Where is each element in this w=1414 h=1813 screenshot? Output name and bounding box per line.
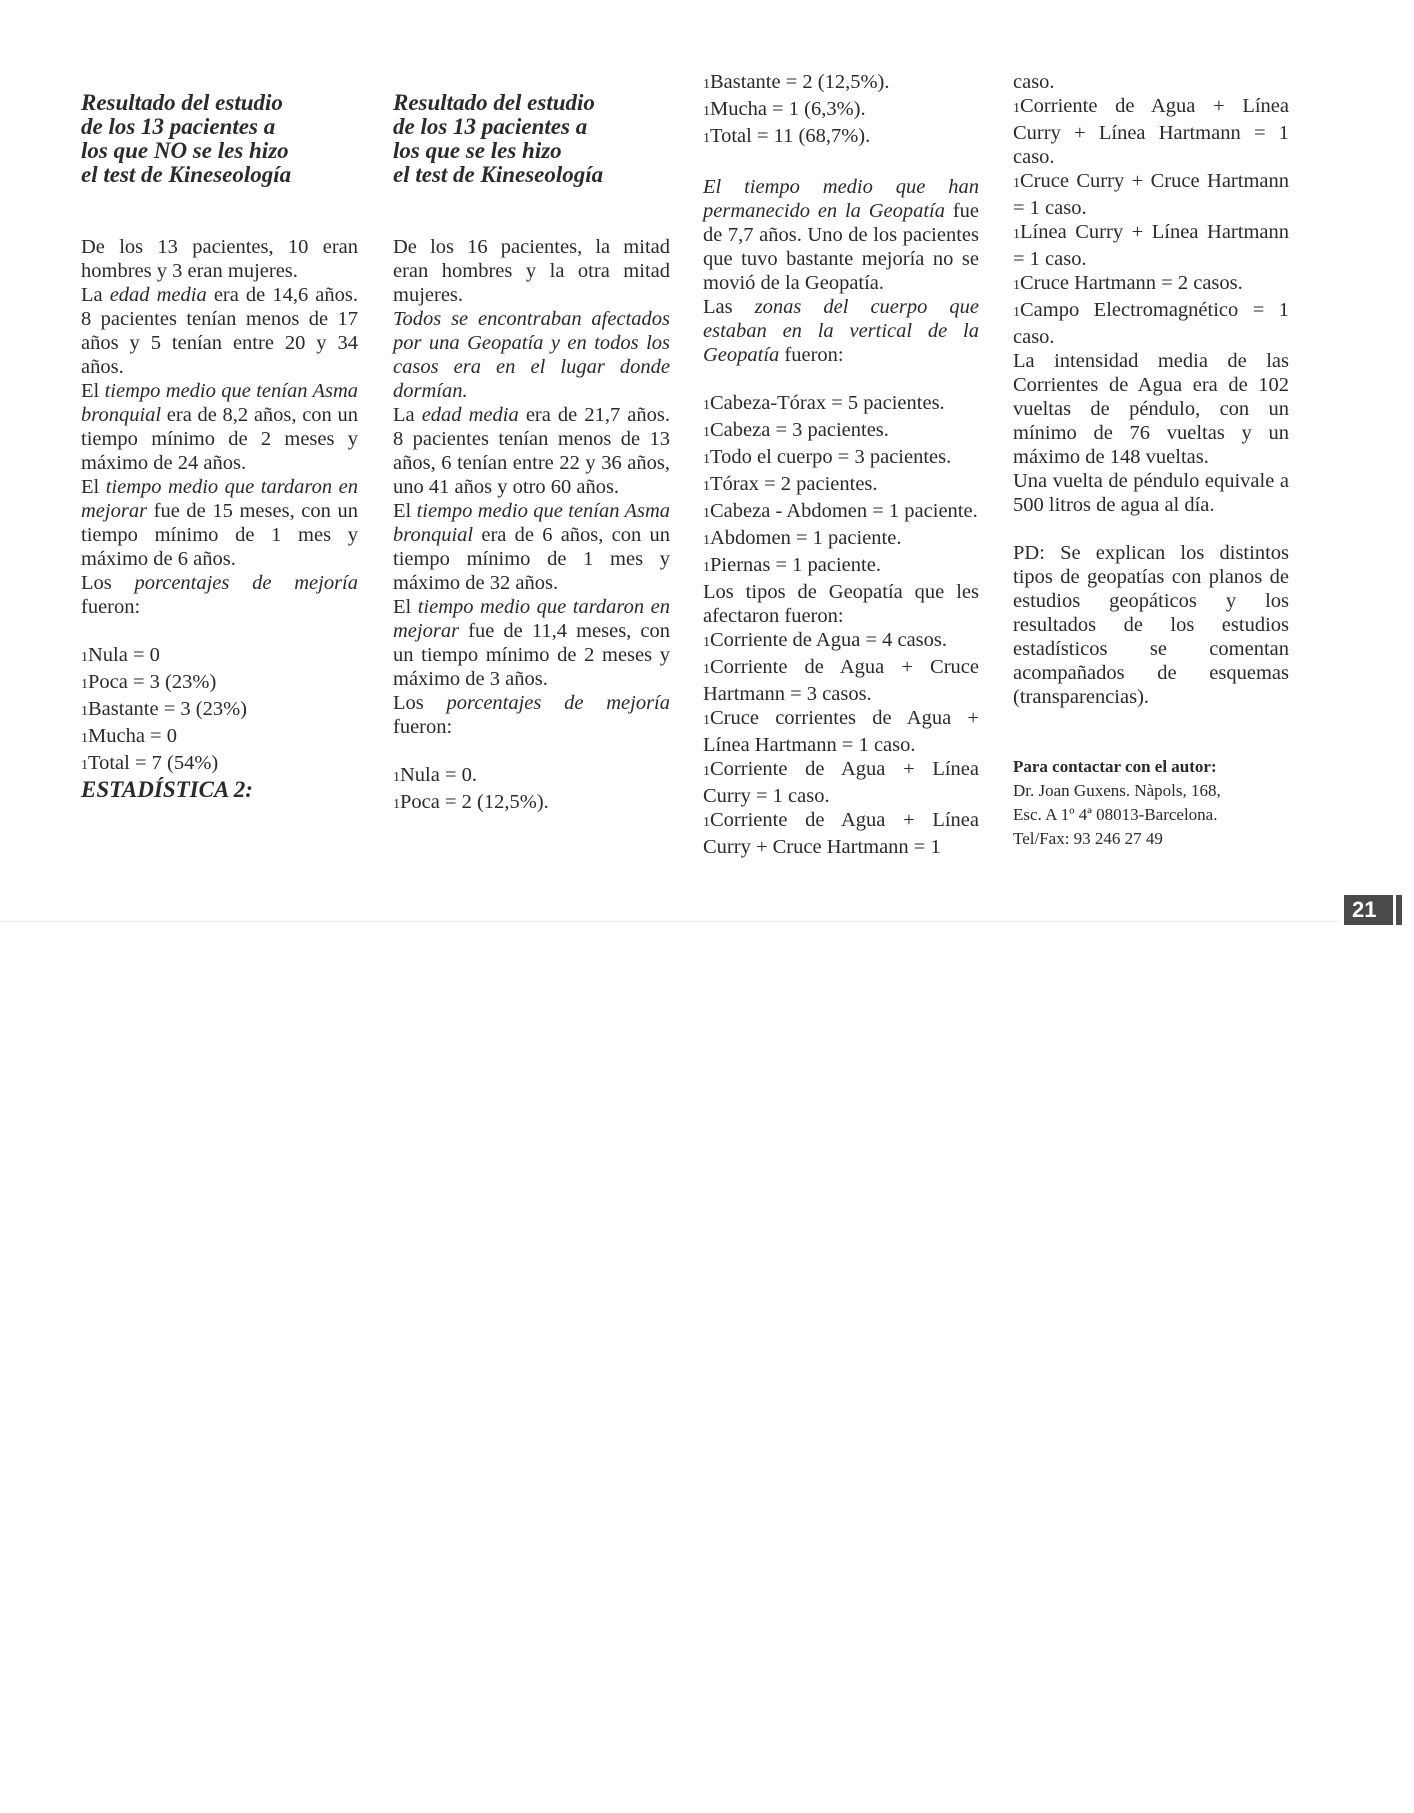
geopathy-types-list-continued bbox=[1013, 94, 1289, 349]
page-number: 21 bbox=[1344, 895, 1402, 925]
paragraph: El tiempo medio que han permanecido en la Geopatía fue de 7,7 años. Uno de los pacientes que tuvo bastante mejoría no se movió de la Geopatía. bbox=[703, 176, 979, 294]
column-2 bbox=[393, 0, 670, 817]
list-item: 1Tórax = 2 pacientes. bbox=[703, 473, 878, 495]
paragraph: La edad media era de 21,7 años. 8 pacientes tenían menos de 13 años, 6 tenían entre 22 y 36 años, uno 41 años y otro 60 años. bbox=[393, 404, 670, 498]
section-title-no-test: Resultado del estudio de los 13 pacientes a los que NO se les hizo el test de Kineseología bbox=[81, 90, 292, 187]
contact-address bbox=[1013, 779, 1289, 851]
list-item: 1Total = 11 (68,7%). bbox=[703, 125, 871, 147]
column-4 bbox=[1013, 0, 1289, 851]
improvement-list bbox=[393, 763, 670, 817]
list-item: 1Nula = 0. bbox=[393, 764, 478, 786]
list-item: 1Piernas = 1 paciente. bbox=[703, 554, 881, 576]
list-item: 1Corriente de Agua = 4 casos. bbox=[703, 629, 948, 651]
list-item: 1Cabeza-Tórax = 5 pacientes. bbox=[703, 392, 945, 414]
list-item: 1Línea Curry + Línea Hartmann = 1 caso. bbox=[1013, 221, 1289, 270]
statistics-heading: ESTADÍSTICA 2: bbox=[81, 777, 253, 802]
paragraph: El tiempo medio que tardaron en mejorar fue de 11,4 meses, con un tiempo mínimo de 2 meses y máximo de 3 años. bbox=[393, 596, 670, 690]
list-item: 1Campo Electromagnético = 1 caso. bbox=[1013, 299, 1289, 348]
list-item: 1Nula = 0 bbox=[81, 644, 160, 666]
paragraph: Las zonas del cuerpo que estaban en la vertical de la Geopatía fueron: bbox=[703, 296, 979, 366]
paragraph: Una vuelta de péndulo equivale a 500 litros de agua al día. bbox=[1013, 470, 1289, 516]
paragraph: Los tipos de Geopatía que les afectaron fueron: bbox=[703, 581, 979, 627]
list-item: 1Cabeza - Abdomen = 1 paciente. bbox=[703, 500, 978, 522]
paragraph: La intensidad media de las Corrientes de Agua era de 102 vueltas de péndulo, con un mínimo de 76 vueltas y un máximo de 148 vueltas. bbox=[1013, 350, 1289, 468]
list-item: 1Cruce corrientes de Agua + Línea Hartmann = 1 caso. bbox=[703, 707, 979, 756]
paragraph: El tiempo medio que tenían Asma bronquial era de 8,2 años, con un tiempo mínimo de 2 meses y máximo de 24 años. bbox=[81, 380, 358, 474]
paragraph: Los porcentajes de mejoría fueron: bbox=[81, 572, 358, 618]
paragraph: El tiempo medio que tenían Asma bronquial era de 6 años, con un tiempo mínimo de 1 mes y máximo de 32 años. bbox=[393, 500, 670, 594]
column-3 bbox=[703, 0, 979, 859]
list-continuation: caso. bbox=[1013, 71, 1055, 93]
list-item: 1Poca = 3 (23%) bbox=[81, 671, 217, 693]
paragraph: De los 16 pacientes, la mitad eran hombres y la otra mitad mujeres. bbox=[393, 236, 670, 306]
paragraph: Todos se encontraban afectados por una Geopatía y en todos los casos era en el lugar donde dormían. bbox=[393, 308, 670, 402]
list-item: 1Corriente de Agua + Línea Curry + Línea Hartmann = 1 caso. bbox=[1013, 95, 1289, 168]
contact-heading: Para contactar con el autor: bbox=[1013, 757, 1217, 776]
body-zones-list bbox=[703, 391, 979, 580]
paragraph: La edad media era de 14,6 años. 8 pacientes tenían menos de 17 años y 5 tenían entre 20 y 34 años. bbox=[81, 284, 358, 378]
list-item: 1Corriente de Agua + Línea Curry + Cruce Hartmann = 1 bbox=[703, 809, 979, 858]
list-item: 1Bastante = 2 (12,5%). bbox=[703, 71, 890, 93]
list-item: 1Cabeza = 3 pacientes. bbox=[703, 419, 889, 441]
paragraph: Los porcentajes de mejoría fueron: bbox=[393, 692, 670, 738]
list-item: 1Bastante = 3 (23%) bbox=[81, 698, 248, 720]
page-divider bbox=[0, 921, 1340, 922]
list-item: 1Mucha = 1 (6,3%). bbox=[703, 98, 866, 120]
list-item: 1Corriente de Agua + Línea Curry = 1 caso. bbox=[703, 758, 979, 807]
improvement-list bbox=[81, 643, 358, 778]
contact-line: Esc. A 1º 4ª 08013-Barcelona. bbox=[1013, 805, 1218, 824]
list-item: 1Abdomen = 1 paciente. bbox=[703, 527, 902, 549]
list-item: 1Cruce Curry + Cruce Hartmann = 1 caso. bbox=[1013, 170, 1289, 219]
geopathy-types-list bbox=[703, 628, 979, 859]
postscript: PD: Se explican los distintos tipos de geopatías con planos de estudios geopáticos y los resultados de los estudios estadísticos se comentan acompañados de esquemas (transparencias). bbox=[1013, 542, 1289, 708]
contact-line: Dr. Joan Guxens. Nàpols, 168, bbox=[1013, 781, 1221, 800]
list-item: 1Mucha = 0 bbox=[81, 725, 177, 747]
contact-line: Tel/Fax: 93 246 27 49 bbox=[1013, 829, 1163, 848]
list-item: 1Cruce Hartmann = 2 casos. bbox=[1013, 272, 1243, 294]
paragraph: De los 13 pacientes, 10 eran hombres y 3 eran mujeres. bbox=[81, 236, 358, 282]
list-item: 1Corriente de Agua + Cruce Hartmann = 3 casos. bbox=[703, 656, 979, 705]
section-title-test: Resultado del estudio de los 13 pacientes a los que se les hizo el test de Kineseología bbox=[393, 90, 604, 187]
list-item: 1Poca = 2 (12,5%). bbox=[393, 791, 549, 813]
paragraph: El tiempo medio que tardaron en mejorar fue de 15 meses, con un tiempo mínimo de 1 mes y máximo de 6 años. bbox=[81, 476, 358, 570]
column-1 bbox=[81, 0, 358, 802]
list-item: 1Todo el cuerpo = 3 pacientes. bbox=[703, 446, 952, 468]
list-item: 1Total = 7 (54%) bbox=[81, 752, 219, 774]
improvement-list-continued bbox=[703, 70, 979, 151]
